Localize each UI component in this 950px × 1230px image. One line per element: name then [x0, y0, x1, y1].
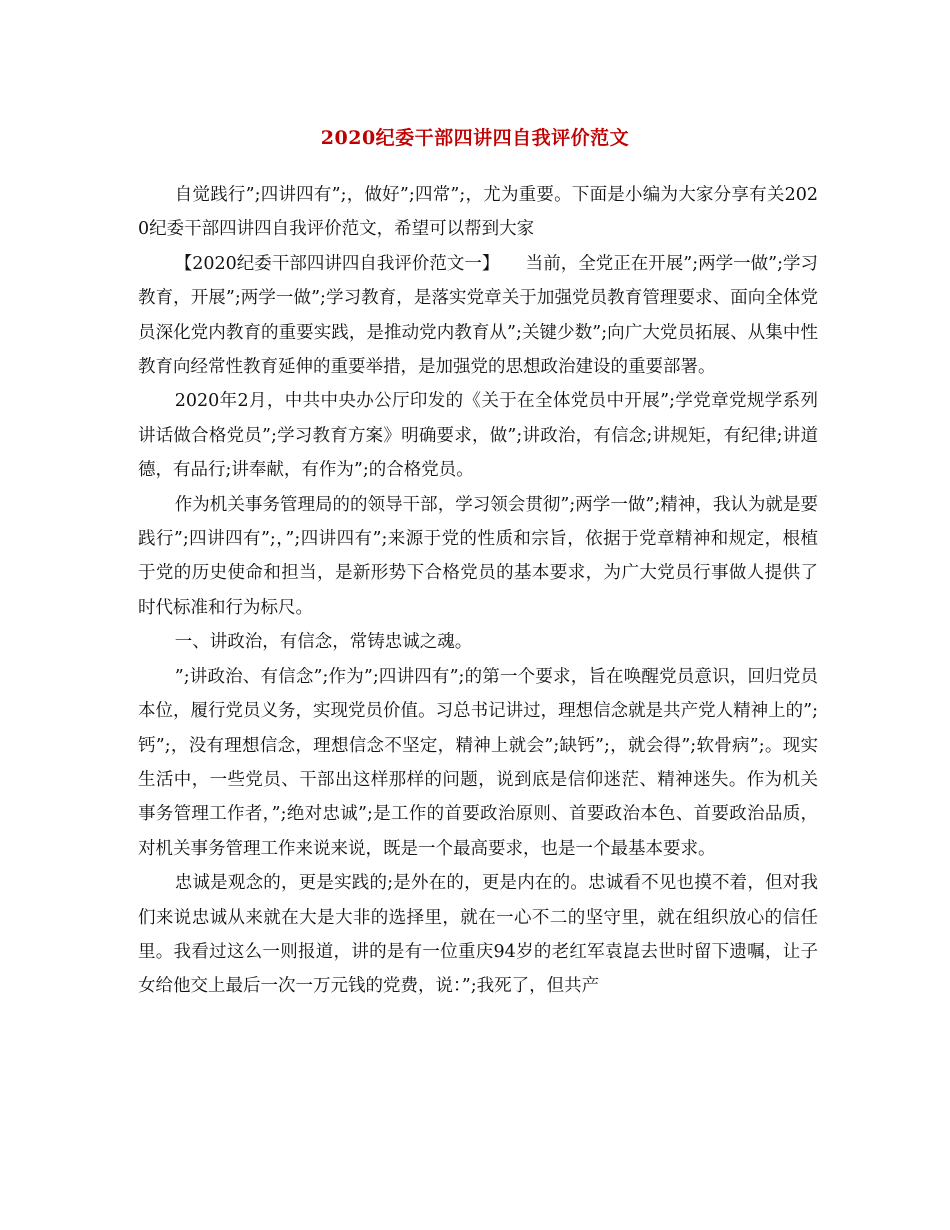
paragraph-leadership-practice: 作为机关事务管理局的的领导干部，学习领会贯彻”;两学一做”;精神，我认为就是要践行”;四讲四有”;，”;四讲四有”;来源于党的性质和宗旨，依据于党章精神和规定，根植于党的历史使命和担当，是新形势下合格党员的基本要求，为广大党员行事做人提供了时代标准和行为标尺。	[138, 494, 818, 618]
section-heading-politics: 一、讲政治，有信念，常铸忠诚之魂。	[174, 632, 473, 653]
paragraph-loyalty: 忠诚是观念的，更是实践的;是外在的，更是内在的。忠诚看不见也摸不着，但对我们来说忠诚从来就在大是大非的选择里，就在一心不二的坚守里，就在组织放心的信任里。我看过这么一则报道，讲的是有一位重庆94岁的老红军袁崑去世时留下遗嘱，让子女给他交上最后一次一万元钱的党费，说：”;我死了，但共产	[138, 873, 818, 997]
document-title: 2020纪委干部四讲四自我评价范文	[320, 127, 630, 149]
paragraph-intro: 自觉践行”;四讲四有”;，做好”;四常”;，尤为重要。下面是小编为大家分享有关2020纪委干部四讲四自我评价范文，希望可以帮到大家	[138, 185, 818, 240]
document-body	[138, 178, 818, 1004]
paragraph-politics-belief: ”;讲政治、有信念”;作为”;四讲四有”;的第一个要求，旨在唤醒党员意识，回归党员本位，履行党员义务，实现党员价值。习总书记讲过，理想信念就是共产党人精神上的”;钙”;，没有理想信念，理想信念不坚定，精神上就会”;缺钙”;，就会得”;软骨病”;。现实生活中，一些党员、干部出这样那样的问题，说到底是信仰迷茫、精神迷失。作为机关事务管理工作者，”;绝对忠诚”;是工作的首要政治原则、首要政治本色、首要政治品质，对机关事务管理工作来说来说，既是一个最高要求，也是一个最基本要求。	[138, 666, 818, 859]
paragraph-section-one-opening: 【2020纪委干部四讲四自我评价范文一】 当前，全党正在开展”;两学一做”;学习教育，开展”;两学一做”;学习教育，是落实党章关于加强党员教育管理要求、面向全体党员深化党内教育的重要实践，是推动党内教育从”;关键少数”;向广大党员拓展、从集中性教育向经常性教育延伸的重要举措，是加强党的思想政治建设的重要部署。	[138, 253, 818, 378]
paragraph-feb-2020-notice: 2020年2月，中共中央办公厅印发的《关于在全体党员中开展”;学党章党规学系列讲话做合格党员”;学习教育方案》明确要求，做”;讲政治，有信念;讲规矩，有纪律;讲道德，有品行;讲奉献，有作为”;的合格党员。	[138, 391, 818, 481]
